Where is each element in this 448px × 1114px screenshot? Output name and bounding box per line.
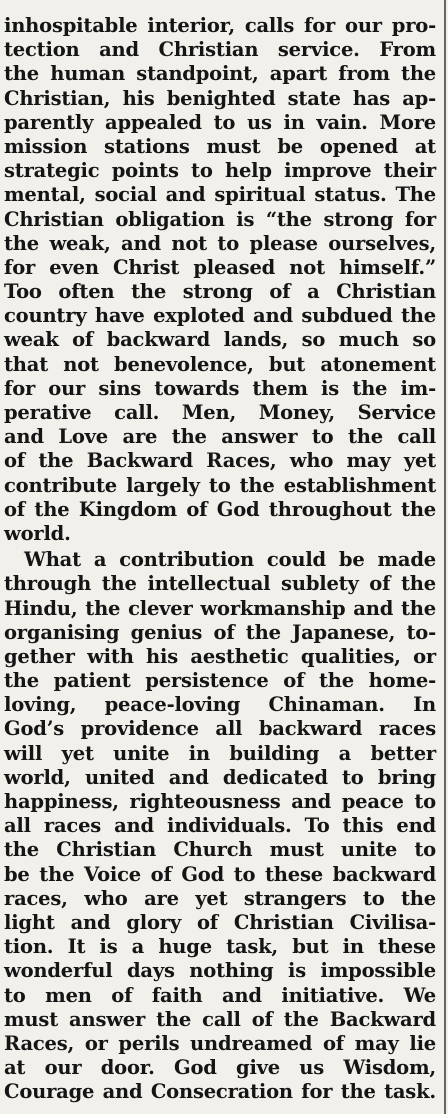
text-line: light and glory of Christian Civilisa- bbox=[4, 910, 436, 934]
text-line: contribute largely to the establishment bbox=[4, 473, 436, 497]
text-line: What a contribution could be made bbox=[24, 548, 436, 572]
text-line: Christian, his benighted state has ap- bbox=[4, 86, 436, 110]
text-line: the patient persistence of the home- bbox=[4, 669, 436, 693]
text-line: of the Kingdom of God throughout the bbox=[4, 497, 436, 521]
paragraph-1 bbox=[4, 14, 436, 546]
text-line: Courage and Consecration for the task. bbox=[4, 1080, 436, 1104]
text-line: the weak, and not to please ourselves, bbox=[4, 231, 436, 255]
text-line: parently appealed to us in vain. More bbox=[4, 110, 436, 134]
text-line: Races, or perils undreamed of may lie bbox=[4, 1031, 436, 1055]
text-line: and Love are the answer to the call bbox=[4, 425, 436, 449]
text-line: gether with his aesthetic qualities, or bbox=[4, 644, 436, 668]
text-line: God’s providence all backward races bbox=[4, 717, 436, 741]
text-line: happiness, righteousness and peace to bbox=[4, 790, 436, 813]
text-line: tion. It is a huge task, but in these bbox=[4, 935, 436, 959]
text-line: for our sins towards them is the im- bbox=[4, 376, 436, 400]
paragraph-2 bbox=[4, 548, 436, 1104]
text-line: mental, social and spiritual status. The bbox=[4, 183, 436, 207]
text-line: the human standpoint, apart from the bbox=[4, 62, 436, 86]
text-line: Christian obligation is “the strong for bbox=[4, 207, 436, 231]
text-line: Too often the strong of a Christian bbox=[4, 280, 436, 304]
text-line: be the Voice of God to these backward bbox=[4, 862, 436, 886]
text-line: that not benevolence, but atonement bbox=[4, 352, 436, 376]
text-line: wonderful days nothing is impossible bbox=[4, 959, 436, 983]
text-line: Hindu, the clever workmanship and the bbox=[4, 596, 436, 620]
text-line: for even Christ pleased not himself.” bbox=[4, 255, 436, 279]
text-line: country have exploted and subdued the bbox=[4, 304, 436, 328]
text-line: of the Backward Races, who may yet bbox=[4, 449, 436, 473]
text-line: through the intellectual sublety of the bbox=[4, 572, 436, 596]
text-line: the Christian Church must unite to bbox=[4, 838, 436, 862]
text-line: weak of backward lands, so much so bbox=[4, 328, 436, 352]
text-line: races, who are yet strangers to the bbox=[4, 886, 436, 910]
column-rule bbox=[444, 0, 446, 1114]
text-line: must answer the call of the Backward bbox=[4, 1007, 436, 1031]
text-line: all races and individuals. To this end bbox=[4, 814, 436, 838]
text-line: strategic points to help improve their bbox=[4, 159, 436, 183]
text-line: organising genius of the Japanese, to- bbox=[4, 620, 436, 644]
text-line: world. bbox=[4, 521, 71, 545]
text-line: loving, peace-loving Chinaman. In bbox=[4, 693, 436, 717]
article-column bbox=[4, 14, 436, 1104]
text-line: inhospitable interior, calls for our pro- bbox=[4, 14, 436, 37]
text-line: world, united and dedicated to bring bbox=[4, 765, 436, 789]
text-line: mission stations must be opened at bbox=[4, 134, 436, 158]
text-line: to men of faith and initiative. We bbox=[4, 983, 436, 1007]
text-line: perative call. Men, Money, Service bbox=[4, 401, 436, 424]
text-line: tection and Christian service. From bbox=[4, 38, 436, 62]
text-line: will yet unite in building a better bbox=[4, 741, 436, 765]
text-line: at our door. God give us Wisdom, bbox=[4, 1056, 436, 1080]
